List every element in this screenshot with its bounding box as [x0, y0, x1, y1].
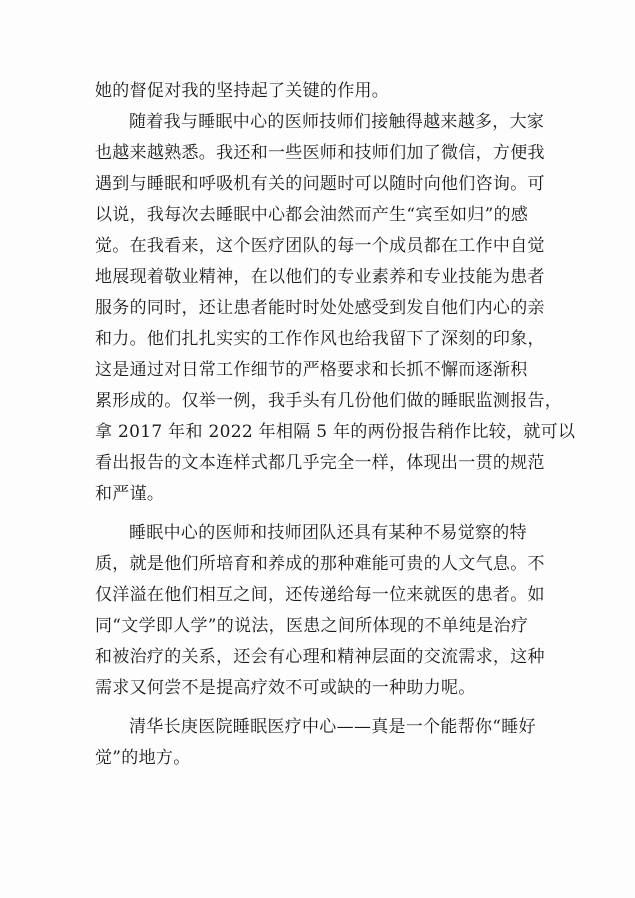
- text-line: 地展现着敬业精神，在以他们的专业素养和专业技能为患者: [95, 267, 545, 287]
- text-line: 和严谨。: [95, 484, 165, 504]
- text-line: 累形成的。仅举一例，我手头有几份他们做的睡眠监测报告，: [95, 391, 563, 411]
- text-line: 和力。他们扎扎实实的工作作风也给我留下了深刻的印象，: [95, 329, 545, 349]
- text-line: 觉”的地方。: [95, 748, 191, 768]
- text-line: 需求又何尝不是提高疗效不可或缺的一种助力呢。: [95, 678, 476, 698]
- text-line: 和被治疗的关系，还会有心理和精神层面的交流需求，这种: [95, 647, 545, 667]
- text-line: 拿 2017 年和 2022 年相隔 5 年的两份报告稍作比较，就可以: [95, 422, 576, 442]
- paragraph-first-line: 清华长庚医院睡眠医疗中心——真是一个能帮你“睡好: [129, 717, 536, 737]
- text-line: 遇到与睡眠和呼吸机有关的问题时可以随时向他们咨询。可: [95, 174, 545, 194]
- paragraph-first-line: 睡眠中心的医师和技师团队还具有某种不易觉察的特: [129, 523, 527, 543]
- paragraph-first-line: 随着我与睡眠中心的医师技师们接触得越来越多，大家: [129, 112, 545, 132]
- paragraph-gap: [95, 510, 540, 518]
- text-line: 也越来越熟悉。我还和一些医师和技师们加了微信，方便我: [95, 143, 545, 163]
- text-line: 觉。在我看来，这个医疗团队的每一个成员都在工作中自觉: [95, 236, 545, 256]
- text-line: 服务的同时，还让患者能时时处处感受到发自他们内心的亲: [95, 298, 545, 318]
- text-line: 以说，我每次去睡眠中心都会油然而产生“宾至如归”的感: [95, 205, 529, 225]
- text-line: 看出报告的文本连样式都几乎完全一样，体现出一贯的规范: [95, 453, 545, 473]
- text-line: 质，就是他们所培育和养成的那种难能可贵的人文气息。不: [95, 554, 545, 574]
- text-line: 这是通过对日常工作细节的严格要求和长抓不懈而逐渐积: [95, 360, 528, 380]
- document-body: [95, 76, 576, 774]
- text-line: 同“文学即人学”的说法，医患之间所体现的不单纯是治疗: [95, 616, 529, 636]
- text-line: 仅洋溢在他们相互之间，还传递给每一位来就医的患者。如: [95, 585, 545, 605]
- paragraph-gap: [95, 704, 540, 712]
- text-line: 她的督促对我的坚持起了关键的作用。: [95, 81, 390, 101]
